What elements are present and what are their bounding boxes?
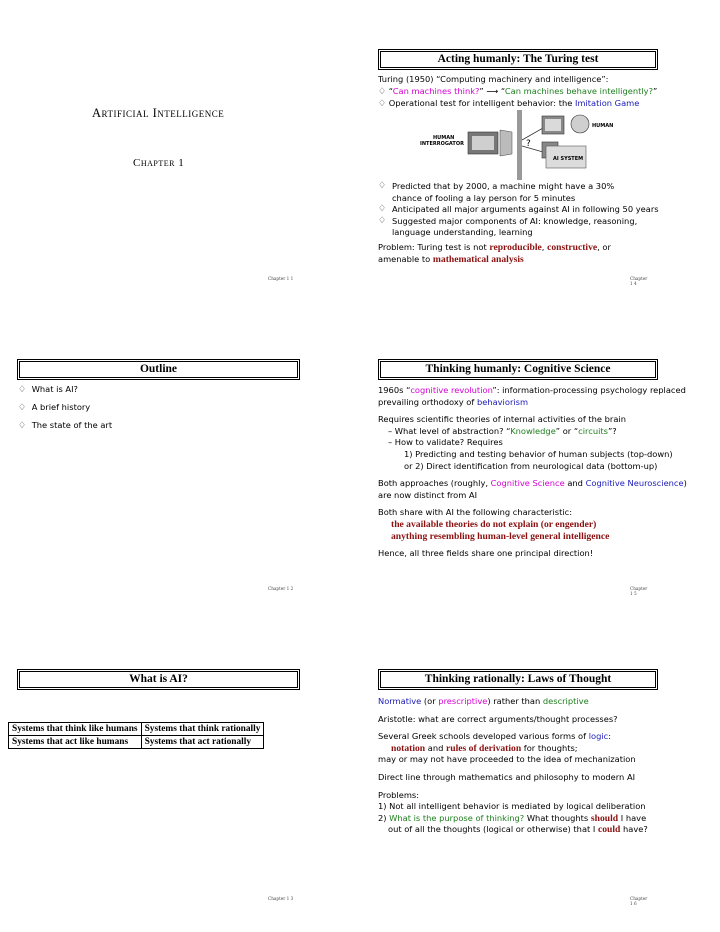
question-mark: ? <box>526 139 531 149</box>
interrogator-label-1: HUMAN <box>433 135 455 141</box>
ai-system-label: AI SYSTEM <box>553 156 584 162</box>
paragraph: Hence, all three fields share one principal direction! <box>378 548 594 559</box>
table-row <box>9 723 264 736</box>
wall <box>517 110 522 180</box>
slide-title: Acting humanly: The Turing test <box>380 51 656 68</box>
paragraph: Requires scientific theories of internal activities of the brain – What level of abstraction? “Knowledge” or “circuits”? – How to validate? Requires 1) Predicting and testing behavior of human subjects (top-down) or 2) Direct identification from neurological data (bottom-up) <box>378 414 673 471</box>
slide-title: What is AI? <box>19 671 298 688</box>
paragraph: Several Greek schools developed various forms of logic: notation and rules of derivation for thoughts; may or may not have proceeded to the idea of mechanization <box>378 731 636 765</box>
paragraph: Normative (or prescriptive) rather than descriptive <box>378 696 589 706</box>
list-item: ♢ Anticipated all major arguments against AI in following 50 years <box>378 204 659 215</box>
paragraph: Aristotle: what are correct arguments/thought processes? <box>378 713 618 724</box>
diamond-bullet-icon: ♢ <box>378 99 387 110</box>
interrogator-person-icon <box>500 130 512 156</box>
slide-subtitle: Chapter 1 <box>133 157 185 169</box>
paragraph: Both approaches (roughly, Cognitive Science and Cognitive Neuroscience) are now distinct from AI <box>378 478 687 500</box>
slide-title: Thinking humanly: Cognitive Science <box>380 361 656 378</box>
diamond-bullet-icon: ♢ <box>18 421 27 431</box>
slide-body <box>378 385 698 560</box>
intro-text: Turing (1950) “Computing machinery and intelligence”: <box>378 74 609 84</box>
slide-title: Thinking rationally: Laws of Thought <box>380 671 656 688</box>
slide-body <box>378 696 698 836</box>
list-item: ♢ What is AI? <box>18 384 78 395</box>
diamond-bullet-icon: ♢ <box>378 215 387 226</box>
ai-definitions-table <box>8 722 264 749</box>
slide-title: Outline <box>19 361 298 378</box>
paragraph: Problems: 1) Not all intelligent behavior is mediated by logical deliberation 2) What is the purpose of thinking? What thoughts should I have out of all the thoughts (logical or otherwise) that I could have? <box>378 789 648 836</box>
question-1: Can machines think? <box>392 85 480 96</box>
diamond-bullet-icon: ♢ <box>378 204 387 215</box>
slide-footer: Chapter 1 4 <box>630 276 648 286</box>
slide-footer: Chapter 1 1 <box>268 276 294 281</box>
table-cell: Systems that think rationally <box>141 723 264 736</box>
paragraph: Both share with AI the following characteristic: the available theories do not explain (or engender) anything resembling human-level general intelligence <box>378 507 610 542</box>
slide-footer: Chapter 1 3 <box>268 896 294 901</box>
slide-body-2 <box>378 181 678 265</box>
table-cell: Systems that act like humans <box>9 736 142 749</box>
question-2: Can machines behave intelligently? <box>504 85 653 96</box>
slide-footer: Chapter 1 6 <box>630 896 648 906</box>
list-item: ♢ Predicted that by 2000, a machine might have a 30% chance of fooling a lay person for 5 minutes <box>378 181 615 203</box>
list-item: ♢ The state of the art <box>18 420 113 431</box>
bullet-list <box>18 384 112 438</box>
diamond-bullet-icon: ♢ <box>18 385 27 395</box>
paragraph: Direct line through mathematics and philosophy to modern AI <box>378 771 636 782</box>
diamond-bullet-icon: ♢ <box>378 181 387 191</box>
slide-body <box>378 74 678 111</box>
list-item: ♢ Suggested major components of AI: knowledge, reasoning, language understanding, learning <box>378 215 638 238</box>
table-cell: Systems that act rationally <box>141 736 264 749</box>
imitation-game-term: Imitation Game <box>574 98 640 109</box>
human-label: HUMAN <box>592 123 614 129</box>
slide-title: Artificial Intelligence <box>92 106 225 120</box>
interrogator-label-2: INTERROGATOR <box>420 141 464 147</box>
paragraph: 1960s “cognitive revolution”: information-processing psychology replaced prevailing orthodoxy of behaviorism <box>378 385 686 407</box>
diamond-bullet-icon: ♢ <box>378 86 387 97</box>
diamond-bullet-icon: ♢ <box>18 403 27 413</box>
human-icon <box>571 115 589 133</box>
table-cell: Systems that think like humans <box>9 723 142 736</box>
list-item: ♢ Operational test for intelligent behavior: the Imitation Game <box>378 98 640 110</box>
slide-footer: Chapter 1 5 <box>630 586 648 596</box>
list-item: ♢ A brief history <box>18 402 91 413</box>
problem-text: Problem: Turing test is not reproducible, constructive, or amenable to mathematical analysis <box>378 241 611 265</box>
list-item: ♢ “Can machines think?” ⟶ “Can machines behave intelligently?” <box>378 85 658 97</box>
slide-footer: Chapter 1 2 <box>268 586 294 591</box>
table-row <box>9 736 264 749</box>
turing-test-diagram <box>420 110 620 180</box>
